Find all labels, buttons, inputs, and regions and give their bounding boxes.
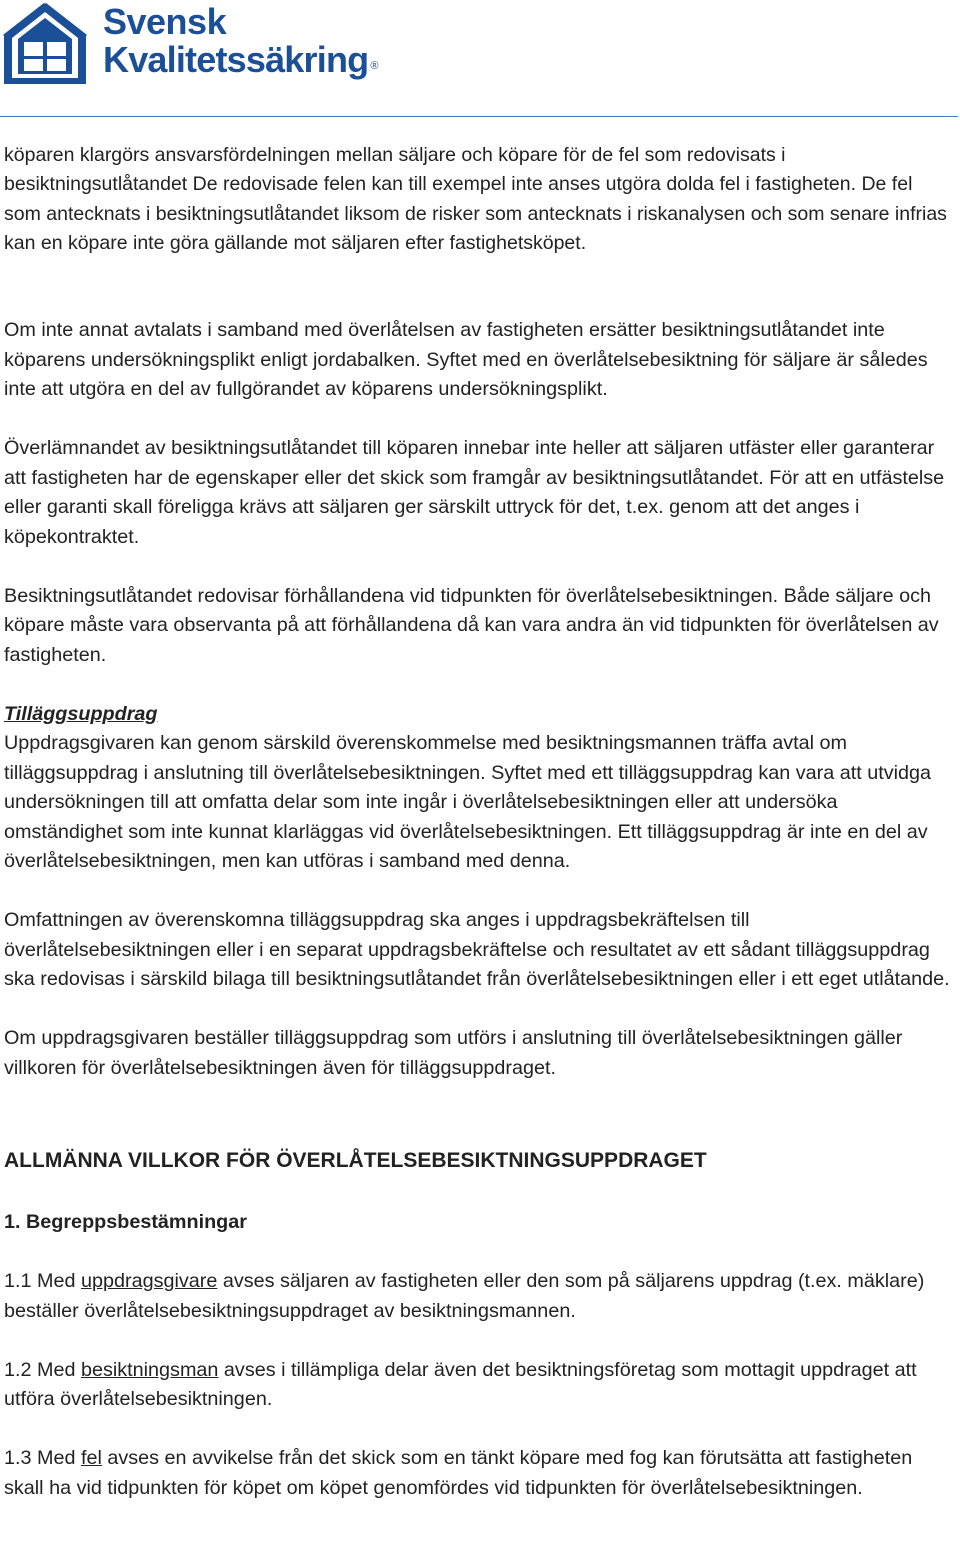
definition-1-2 bbox=[4, 1356, 956, 1415]
definition-1-1-text: avses säljaren av fastigheten eller den som på säljarens uppdrag (t.ex. mäklare) beställer överlåtelsebesiktningsuppdraget av besiktningsmannen. bbox=[4, 1270, 925, 1322]
brand-line-2 bbox=[103, 40, 378, 80]
definition-1-2-prefix: 1.2 Med bbox=[4, 1358, 81, 1381]
main-content bbox=[4, 316, 956, 1533]
paragraph-omfattning: Omfattningen av överenskomna tilläggsuppdrag ska anges i uppdragsbekräftelsen till överlåtelsebesiktningen eller i en separat uppdragsbekräftelse och resultatet av ett sådant tilläggsuppdrag ska redovisas i särskild bilaga till besiktningsutlåtandet från överlåtelsebesiktningen eller i ett eget utlåtande. bbox=[4, 909, 950, 990]
house-logo-icon bbox=[2, 2, 88, 86]
definition-1-3-prefix: 1.3 Med bbox=[4, 1447, 81, 1469]
paragraph-forhallanden: Besiktningsutlåtandet redovisar förhållandena vid tidpunkten för överlåtelsebesiktningen. Både säljare och köpare måste vara observanta på att förhållandena då kan vara andra än vid tidpunkten för överlåtelsen av fastigheten. bbox=[4, 584, 939, 666]
terms-main-heading: ALLMÄNNA VILLKOR FÖR ÖVERLÅTELSEBESIKTNINGSUPPDRAGET bbox=[4, 1149, 707, 1172]
heading-tillaggsuppdrag: Tilläggsuppdrag bbox=[4, 702, 158, 725]
paragraph-overlamnandet: Överlämnandet av besiktningsutlåtandet till köparen innebar inte heller att säljaren utfäster eller garanterar att fastigheten har de egenskaper eller det skick som framgår av besiktningsutlåtandet. För att en utfästelse eller garanti skall föreligga krävs att säljaren ger särskilt uttryck för det, t.ex. genom att det anges i köpekontraktet. bbox=[4, 437, 945, 548]
brand-line-1: Svensk bbox=[103, 1, 227, 42]
page-header bbox=[0, 0, 960, 122]
section-heading-begrepp: 1. Begreppsbestämningar bbox=[4, 1210, 247, 1233]
intro-paragraph: köparen klargörs ansvarsfördelningen mellan säljare och köpare för de fel som redovisats i besiktningsutlåtandet De redovisade felen kan till exempel inte anses utgöra dolda fel i fastigheten. De fel som antecknats i besiktningsutlåtandet liksom de risker som antecknats i riskanalysen och som senare infrias kan en köpare inte göra gällande mot säljaren efter fastighetsköpet. bbox=[4, 144, 947, 255]
paragraph-villkor: Om uppdragsgivaren beställer tilläggsuppdrag som utförs i anslutning till överlåtelsebesiktningen gäller villkoren för överlåtelsebesiktningen även för tilläggsuppdraget. bbox=[4, 1027, 903, 1079]
header-divider bbox=[0, 116, 958, 117]
definition-1-1 bbox=[4, 1267, 956, 1326]
definition-1-2-text: avses i tillämpliga delar även det besiktningsföretag som mottagit uppdraget att utföra överlåtelsebesiktningen. bbox=[4, 1358, 917, 1410]
definition-1-2-term: besiktningsman bbox=[80, 1358, 219, 1381]
paragraph-tillaggsuppdrag: Uppdragsgivaren kan genom särskild överenskommelse med besiktningsmannen träffa avtal om tilläggsuppdrag i anslutning till överlåtelsebesiktningen. Syftet med ett tilläggsuppdrag kan vara att utvidga undersökningen till att omfatta delar som inte ingår i överlåtelsebesiktningen eller att undersöka omständighet som inte kunnat klarläggas vid överlåtelsebesiktningen. Ett tilläggsuppdrag är inte en del av överlåtelsebesiktningen, men kan utföras i samband med denna. bbox=[4, 732, 931, 872]
intro-section bbox=[4, 141, 954, 259]
registered-mark: ® bbox=[370, 60, 378, 72]
definition-1-3-term: fel bbox=[80, 1447, 102, 1469]
definition-1-3 bbox=[4, 1444, 956, 1503]
definition-1-1-term: uppdragsgivare bbox=[80, 1270, 218, 1292]
brand-line-2-text: Kvalitetssäkring bbox=[103, 39, 369, 80]
paragraph-undersokningsplikt: Om inte annat avtalats i samband med överlåtelsen av fastigheten ersätter besiktningsutlåtandet inte köparens undersökningsplikt enligt jordabalken. Syftet med en överlåtelsebesiktning för säljare är således inte att utgöra en del av fullgörandet av köparens undersökningsplikt. bbox=[4, 319, 928, 400]
definition-1-1-prefix: 1.1 Med bbox=[4, 1270, 81, 1292]
brand-wordmark bbox=[103, 1, 378, 80]
definition-1-3-text: avses en avvikelse från det skick som en tänkt köpare med fog kan förutsätta att fastigheten skall ha vid tidpunkten för köpet om köpet genomfördes vid tidpunkten för överlåtelsebesiktningen. bbox=[4, 1447, 913, 1499]
